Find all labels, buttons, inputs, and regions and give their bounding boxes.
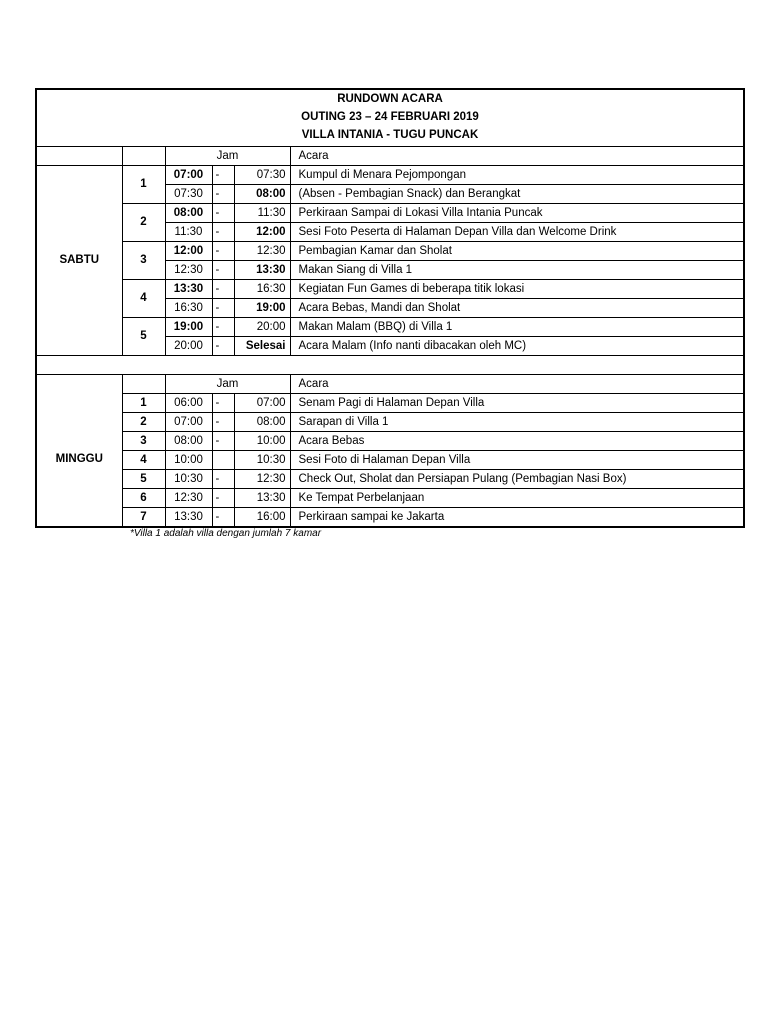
start-time: 10:30 xyxy=(165,470,212,489)
end-time: 13:30 xyxy=(234,261,290,280)
time-separator: - xyxy=(212,337,234,356)
time-separator: - xyxy=(212,280,234,299)
start-time: 07:00 xyxy=(165,166,212,185)
schedule-row xyxy=(36,166,744,185)
schedule-row xyxy=(36,489,744,508)
end-time: 11:30 xyxy=(234,204,290,223)
event-description: Ke Tempat Perbelanjaan xyxy=(290,489,744,508)
end-time: 08:00 xyxy=(234,413,290,432)
time-separator: - xyxy=(212,432,234,451)
event-description: Sesi Foto Peserta di Halaman Depan Villa dan Welcome Drink xyxy=(290,223,744,242)
time-separator: - xyxy=(212,318,234,337)
time-separator: - xyxy=(212,299,234,318)
spacer-row xyxy=(36,356,744,375)
session-number: 3 xyxy=(122,242,165,280)
day-label-minggu: MINGGU xyxy=(55,453,103,466)
schedule-row xyxy=(36,280,744,299)
session-number: 5 xyxy=(122,318,165,356)
schedule-row xyxy=(36,318,744,337)
time-separator: - xyxy=(212,166,234,185)
session-number: 2 xyxy=(122,413,165,432)
event-description: Sarapan di Villa 1 xyxy=(290,413,744,432)
start-time: 07:00 xyxy=(165,413,212,432)
start-time: 12:30 xyxy=(165,489,212,508)
time-separator xyxy=(212,451,234,470)
time-separator: - xyxy=(212,242,234,261)
column-header-jam: Jam xyxy=(165,147,290,166)
schedule-row xyxy=(36,451,744,470)
session-number: 1 xyxy=(122,166,165,204)
session-number: 6 xyxy=(122,489,165,508)
schedule-row xyxy=(36,470,744,489)
session-number: 4 xyxy=(122,451,165,470)
time-separator: - xyxy=(212,204,234,223)
time-separator: - xyxy=(212,413,234,432)
schedule-row xyxy=(36,204,744,223)
end-time: Selesai xyxy=(234,337,290,356)
event-description: Makan Siang di Villa 1 xyxy=(290,261,744,280)
start-time: 13:30 xyxy=(165,508,212,528)
start-time: 08:00 xyxy=(165,204,212,223)
footnote: *Villa 1 adalah villa dengan jumlah 7 kamar xyxy=(130,528,322,539)
start-time: 08:00 xyxy=(165,432,212,451)
start-time: 10:00 xyxy=(165,451,212,470)
schedule-subtitle: OUTING 23 – 24 FEBRUARI 2019 xyxy=(301,110,479,123)
event-description: Senam Pagi di Halaman Depan Villa xyxy=(290,394,744,413)
event-description: Acara Malam (Info nanti dibacakan oleh MC) xyxy=(290,337,744,356)
time-separator: - xyxy=(212,470,234,489)
session-number: 1 xyxy=(122,394,165,413)
session-number: 2 xyxy=(122,204,165,242)
end-time: 10:00 xyxy=(234,432,290,451)
end-time: 16:30 xyxy=(234,280,290,299)
start-time: 16:30 xyxy=(165,299,212,318)
start-time: 13:30 xyxy=(165,280,212,299)
time-separator: - xyxy=(212,489,234,508)
start-time: 06:00 xyxy=(165,394,212,413)
start-time: 19:00 xyxy=(165,318,212,337)
session-number: 5 xyxy=(122,470,165,489)
time-separator: - xyxy=(212,508,234,528)
end-time: 12:30 xyxy=(234,242,290,261)
end-time: 12:30 xyxy=(234,470,290,489)
start-time: 12:30 xyxy=(165,261,212,280)
end-time: 13:30 xyxy=(234,489,290,508)
start-time: 07:30 xyxy=(165,185,212,204)
blank-cell xyxy=(36,375,122,394)
event-description: (Absen - Pembagian Snack) dan Berangkat xyxy=(290,185,744,204)
schedule-row xyxy=(36,394,744,413)
schedule-row xyxy=(36,413,744,432)
event-description: Kegiatan Fun Games di beberapa titik lokasi xyxy=(290,280,744,299)
session-number: 4 xyxy=(122,280,165,318)
end-time: 19:00 xyxy=(234,299,290,318)
schedule-title: RUNDOWN ACARA xyxy=(337,92,443,105)
event-description: Check Out, Sholat dan Persiapan Pulang (Pembagian Nasi Box) xyxy=(290,470,744,489)
schedule-location: VILLA INTANIA - TUGU PUNCAK xyxy=(301,128,479,141)
event-description: Perkiraan Sampai di Lokasi Villa Intania Puncak xyxy=(290,204,744,223)
schedule-row xyxy=(36,508,744,528)
event-description: Pembagian Kamar dan Sholat xyxy=(290,242,744,261)
event-description: Acara Bebas, Mandi dan Sholat xyxy=(290,299,744,318)
end-time: 12:00 xyxy=(234,223,290,242)
start-time: 11:30 xyxy=(165,223,212,242)
time-separator: - xyxy=(212,185,234,204)
time-separator: - xyxy=(212,223,234,242)
end-time: 10:30 xyxy=(234,451,290,470)
time-separator: - xyxy=(212,394,234,413)
session-number: 7 xyxy=(122,508,165,528)
blank-cell xyxy=(122,375,165,394)
session-number: 3 xyxy=(122,432,165,451)
event-description: Makan Malam (BBQ) di Villa 1 xyxy=(290,318,744,337)
schedule-row xyxy=(36,432,744,451)
end-time: 07:00 xyxy=(234,394,290,413)
rundown-table xyxy=(35,88,745,528)
start-time: 20:00 xyxy=(165,337,212,356)
column-header-acara: Acara xyxy=(290,147,744,166)
day-label-sabtu: SABTU xyxy=(36,166,122,356)
column-header-acara: Acara xyxy=(290,375,744,394)
end-time: 16:00 xyxy=(234,508,290,528)
end-time: 08:00 xyxy=(234,185,290,204)
column-header-jam: Jam xyxy=(165,375,290,394)
event-description: Kumpul di Menara Pejompongan xyxy=(290,166,744,185)
end-time: 07:30 xyxy=(234,166,290,185)
end-time: 20:00 xyxy=(234,318,290,337)
start-time: 12:00 xyxy=(165,242,212,261)
event-description: Perkiraan sampai ke Jakarta xyxy=(290,508,744,528)
event-description: Sesi Foto di Halaman Depan Villa xyxy=(290,451,744,470)
event-description: Acara Bebas xyxy=(290,432,744,451)
time-separator: - xyxy=(212,261,234,280)
schedule-row xyxy=(36,242,744,261)
